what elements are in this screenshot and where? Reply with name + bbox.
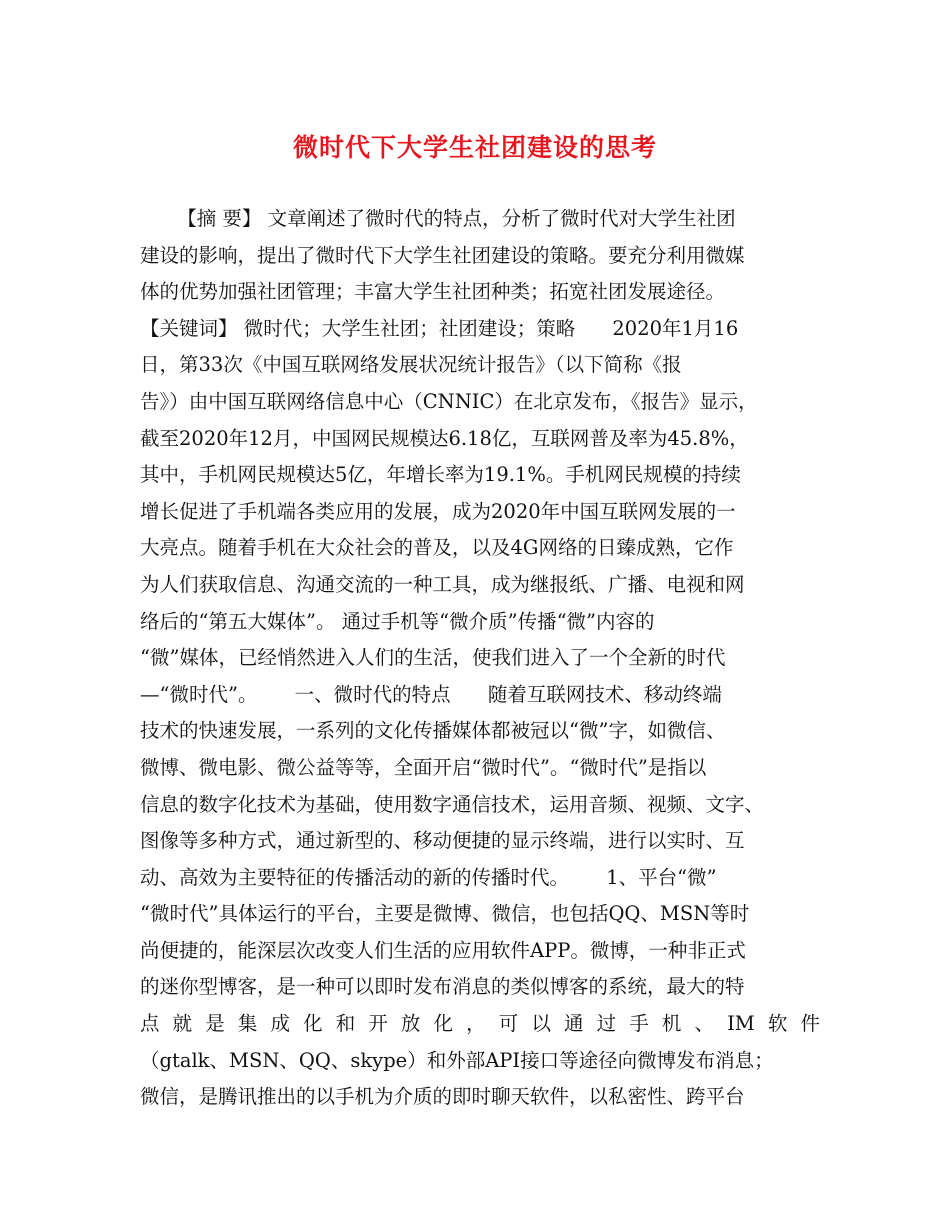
body-line: 建设的影响，提出了微时代下大学生社团建设的策略。要充分利用微媒 [140,243,745,267]
body-line: 点就是集成化和开放化，可以通过手机、IM软件 [140,1012,820,1036]
body-line: 技术的快速发展，一系列的文化传播媒体都被冠以“微”字，如微信、 [140,719,726,743]
body-line: （gtalk、MSN、QQ、skype）和外部API接口等途径向微博发布消息； [140,1048,774,1072]
body-line: 尚便捷的，能深层次改变人们生活的应用软件APP。微博，一种非正式 [140,938,746,962]
body-line: “微”媒体，已经悄然进入人们的生活，使我们进入了一个全新的时代 [140,646,726,670]
body-line: 络后的“第五大媒体”。 通过手机等“微介质”传播“微”内容的 [140,609,655,633]
body-line: 体的优势加强社团管理；丰富大学生社团种类；拓宽社团发展途径。 [140,280,726,304]
body-line: —“微时代”。 一、微时代的特点 随着互联网技术、移动终端 [140,682,722,706]
body-line: 增长促进了手机端各类应用的发展，成为2020年中国互联网发展的一 [140,499,736,523]
body-line: 【关键词】 微时代；大学生社团；社团建设；策略 2020年1月16 [140,316,739,340]
body-line: 为人们获取信息、沟通交流的一种工具，成为继报纸、广播、电视和网 [140,572,745,596]
body-line: 截至2020年12月，中国网民规模达6.18亿，互联网普及率为45.8%， [140,426,749,450]
body-line: 图像等多种方式，通过新型的、移动便捷的显示终端，进行以实时、互 [140,829,745,853]
body-line: 微博、微电影、微公益等等，全面开启“微时代”。“微时代”是指以 [140,755,707,779]
document-title: 微时代下大学生社团建设的思考 [292,133,657,162]
body-line: 日，第33次《中国互联网络发展状况统计报告》（以下简称《报 [140,353,682,377]
body-line: “微时代”具体运行的平台，主要是微博、微信，也包括QQ、MSN等时 [140,902,750,926]
body-line: 微信，是腾讯推出的以手机为介质的即时聊天软件，以私密性、跨平台 [140,1085,745,1109]
body-line: 其中，手机网民规模达5亿，年增长率为19.1%。手机网民规模的持续 [140,463,741,487]
body-line: 动、高效为主要特征的传播活动的新的传播时代。 1、平台“微” [140,865,717,889]
body-line: 信息的数字化技术为基础，使用数字通信技术，运用音频、视频、文字、 [140,792,765,816]
body-line: 【摘 要】 文章阐述了微时代的特点，分析了微时代对大学生社团 [140,207,736,230]
body-line: 大亮点。随着手机在大众社会的普及，以及4G网络的日臻成熟，它作 [140,536,734,560]
body-line: 的迷你型博客，是一种可以即时发布消息的类似博客的系统，最大的特 [140,975,745,999]
document-body [140,201,820,1116]
body-line: 告》）由中国互联网络信息中心（CNNIC）在北京发布，《报告》显示， [140,389,758,413]
